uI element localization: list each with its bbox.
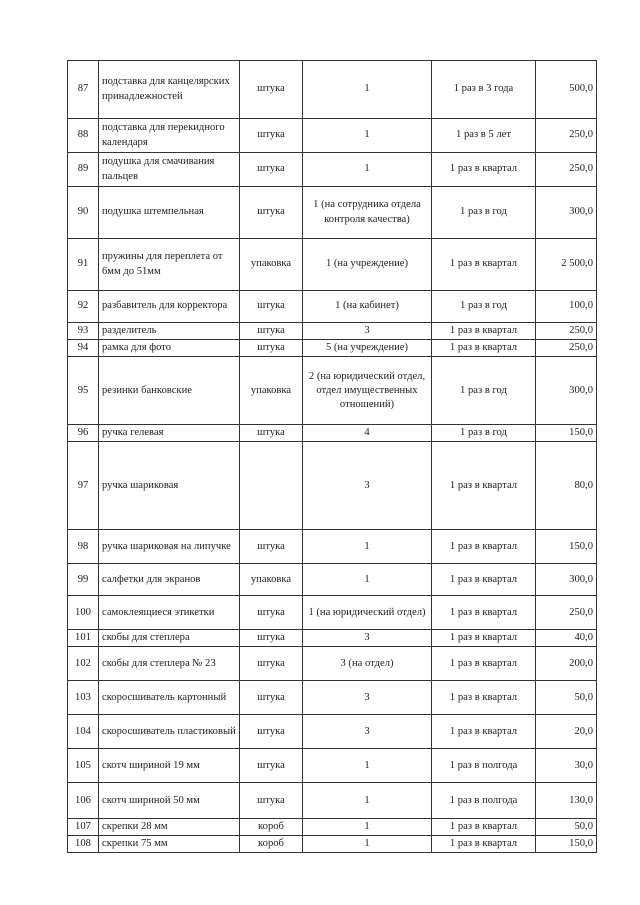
frequency-cell: 1 раз в полгода	[432, 749, 536, 783]
quantity-cell: 1	[303, 564, 432, 596]
price-cell: 50,0	[536, 819, 597, 836]
table-row	[68, 681, 597, 715]
unit-cell: штука	[240, 291, 303, 323]
item-name: скобы для степлера № 23	[99, 647, 240, 681]
item-name: подушка для смачивания пальцев	[99, 153, 240, 187]
quantity-cell: 3	[303, 681, 432, 715]
row-number: 105	[68, 749, 99, 783]
item-name: подушка штемпельная	[99, 187, 240, 239]
row-number: 98	[68, 530, 99, 564]
unit-cell: штука	[240, 425, 303, 442]
unit-cell: штука	[240, 61, 303, 119]
unit-cell: штука	[240, 530, 303, 564]
quantity-cell: 1 (на кабинет)	[303, 291, 432, 323]
table-row	[68, 357, 597, 425]
frequency-cell: 1 раз в полгода	[432, 783, 536, 819]
item-name: разбавитель для корректора	[99, 291, 240, 323]
row-number: 100	[68, 596, 99, 630]
row-number: 93	[68, 323, 99, 340]
item-name: ручка гелевая	[99, 425, 240, 442]
frequency-cell: 1 раз в 5 лет	[432, 119, 536, 153]
row-number: 106	[68, 783, 99, 819]
quantity-cell: 3	[303, 630, 432, 647]
frequency-cell: 1 раз в год	[432, 357, 536, 425]
quantity-cell: 1	[303, 153, 432, 187]
frequency-cell: 1 раз в квартал	[432, 836, 536, 853]
unit-cell: штука	[240, 647, 303, 681]
table-row	[68, 749, 597, 783]
price-cell: 150,0	[536, 836, 597, 853]
row-number: 89	[68, 153, 99, 187]
table-row	[68, 647, 597, 681]
price-cell: 250,0	[536, 119, 597, 153]
price-cell: 150,0	[536, 530, 597, 564]
quantity-cell: 1	[303, 836, 432, 853]
unit-cell: упаковка	[240, 239, 303, 291]
unit-cell	[240, 442, 303, 530]
item-name: самоклеящиеся этикетки	[99, 596, 240, 630]
unit-cell: штука	[240, 749, 303, 783]
table-row	[68, 119, 597, 153]
quantity-cell: 1	[303, 61, 432, 119]
item-name: скоросшиватель пластиковый	[99, 715, 240, 749]
price-cell: 250,0	[536, 596, 597, 630]
table-row	[68, 836, 597, 853]
unit-cell: штука	[240, 596, 303, 630]
quantity-cell: 1	[303, 119, 432, 153]
unit-cell: штука	[240, 153, 303, 187]
price-cell: 30,0	[536, 749, 597, 783]
item-name: салфетки для экранов	[99, 564, 240, 596]
quantity-cell: 1 (на учреждение)	[303, 239, 432, 291]
item-name: ручка шариковая	[99, 442, 240, 530]
frequency-cell: 1 раз в год	[432, 187, 536, 239]
quantity-cell: 1	[303, 819, 432, 836]
item-name: пружины для переплета от 6мм до 51мм	[99, 239, 240, 291]
frequency-cell: 1 раз в квартал	[432, 323, 536, 340]
frequency-cell: 1 раз в квартал	[432, 530, 536, 564]
row-number: 108	[68, 836, 99, 853]
quantity-cell: 3	[303, 323, 432, 340]
frequency-cell: 1 раз в год	[432, 425, 536, 442]
table-row	[68, 783, 597, 819]
item-name: подставка для перекидного календаря	[99, 119, 240, 153]
unit-cell: штука	[240, 119, 303, 153]
unit-cell: штука	[240, 630, 303, 647]
frequency-cell: 1 раз в квартал	[432, 564, 536, 596]
table-row	[68, 630, 597, 647]
item-name: скобы для степлера	[99, 630, 240, 647]
row-number: 104	[68, 715, 99, 749]
table-row	[68, 153, 597, 187]
frequency-cell: 1 раз в квартал	[432, 596, 536, 630]
quantity-cell: 2 (на юридический отдел, отдел имущественных отношений)	[303, 357, 432, 425]
frequency-cell: 1 раз в год	[432, 291, 536, 323]
table-row	[68, 61, 597, 119]
row-number: 94	[68, 340, 99, 357]
price-cell: 40,0	[536, 630, 597, 647]
unit-cell: штука	[240, 323, 303, 340]
quantity-cell: 3	[303, 715, 432, 749]
unit-cell: короб	[240, 836, 303, 853]
item-name: разделитель	[99, 323, 240, 340]
price-cell: 2 500,0	[536, 239, 597, 291]
row-number: 90	[68, 187, 99, 239]
frequency-cell: 1 раз в квартал	[432, 630, 536, 647]
unit-cell: упаковка	[240, 357, 303, 425]
price-cell: 200,0	[536, 647, 597, 681]
quantity-cell: 5 (на учреждение)	[303, 340, 432, 357]
table-row	[68, 564, 597, 596]
quantity-cell: 1	[303, 749, 432, 783]
table-row	[68, 596, 597, 630]
quantity-cell: 1 (на юридический отдел)	[303, 596, 432, 630]
price-cell: 250,0	[536, 340, 597, 357]
quantity-cell: 4	[303, 425, 432, 442]
frequency-cell: 1 раз в квартал	[432, 153, 536, 187]
row-number: 102	[68, 647, 99, 681]
table-row	[68, 340, 597, 357]
frequency-cell: 1 раз в квартал	[432, 442, 536, 530]
item-name: рамка для фото	[99, 340, 240, 357]
price-cell: 250,0	[536, 323, 597, 340]
quantity-cell: 1	[303, 783, 432, 819]
row-number: 99	[68, 564, 99, 596]
item-name: подставка для канцелярских принадлежностей	[99, 61, 240, 119]
table-row	[68, 187, 597, 239]
frequency-cell: 1 раз в квартал	[432, 715, 536, 749]
row-number: 91	[68, 239, 99, 291]
item-name: ручка шариковая на липучке	[99, 530, 240, 564]
supplies-table	[67, 60, 597, 853]
frequency-cell: 1 раз в 3 года	[432, 61, 536, 119]
item-name: резинки банковские	[99, 357, 240, 425]
row-number: 97	[68, 442, 99, 530]
quantity-cell: 3	[303, 442, 432, 530]
price-cell: 150,0	[536, 425, 597, 442]
row-number: 96	[68, 425, 99, 442]
unit-cell: короб	[240, 819, 303, 836]
table-row	[68, 530, 597, 564]
price-cell: 300,0	[536, 187, 597, 239]
price-cell: 50,0	[536, 681, 597, 715]
price-cell: 300,0	[536, 564, 597, 596]
table-row	[68, 291, 597, 323]
price-cell: 80,0	[536, 442, 597, 530]
frequency-cell: 1 раз в квартал	[432, 647, 536, 681]
frequency-cell: 1 раз в квартал	[432, 239, 536, 291]
unit-cell: штука	[240, 783, 303, 819]
quantity-cell: 1	[303, 530, 432, 564]
row-number: 95	[68, 357, 99, 425]
unit-cell: штука	[240, 187, 303, 239]
row-number: 88	[68, 119, 99, 153]
unit-cell: упаковка	[240, 564, 303, 596]
price-cell: 100,0	[536, 291, 597, 323]
table-row	[68, 239, 597, 291]
table-row	[68, 819, 597, 836]
row-number: 92	[68, 291, 99, 323]
quantity-cell: 1 (на сотрудника отдела контроля качества)	[303, 187, 432, 239]
row-number: 87	[68, 61, 99, 119]
row-number: 101	[68, 630, 99, 647]
table-row	[68, 442, 597, 530]
price-cell: 130,0	[536, 783, 597, 819]
item-name: скрепки 28 мм	[99, 819, 240, 836]
quantity-cell: 3 (на отдел)	[303, 647, 432, 681]
table-row	[68, 323, 597, 340]
unit-cell: штука	[240, 715, 303, 749]
unit-cell: штука	[240, 340, 303, 357]
frequency-cell: 1 раз в квартал	[432, 340, 536, 357]
price-cell: 250,0	[536, 153, 597, 187]
item-name: скотч шириной 50 мм	[99, 783, 240, 819]
table-row	[68, 425, 597, 442]
item-name: скоросшиватель картонный	[99, 681, 240, 715]
row-number: 107	[68, 819, 99, 836]
price-cell: 500,0	[536, 61, 597, 119]
row-number: 103	[68, 681, 99, 715]
table-row	[68, 715, 597, 749]
frequency-cell: 1 раз в квартал	[432, 681, 536, 715]
item-name: скрепки 75 мм	[99, 836, 240, 853]
item-name: скотч шириной 19 мм	[99, 749, 240, 783]
frequency-cell: 1 раз в квартал	[432, 819, 536, 836]
price-cell: 300,0	[536, 357, 597, 425]
unit-cell: штука	[240, 681, 303, 715]
price-cell: 20,0	[536, 715, 597, 749]
